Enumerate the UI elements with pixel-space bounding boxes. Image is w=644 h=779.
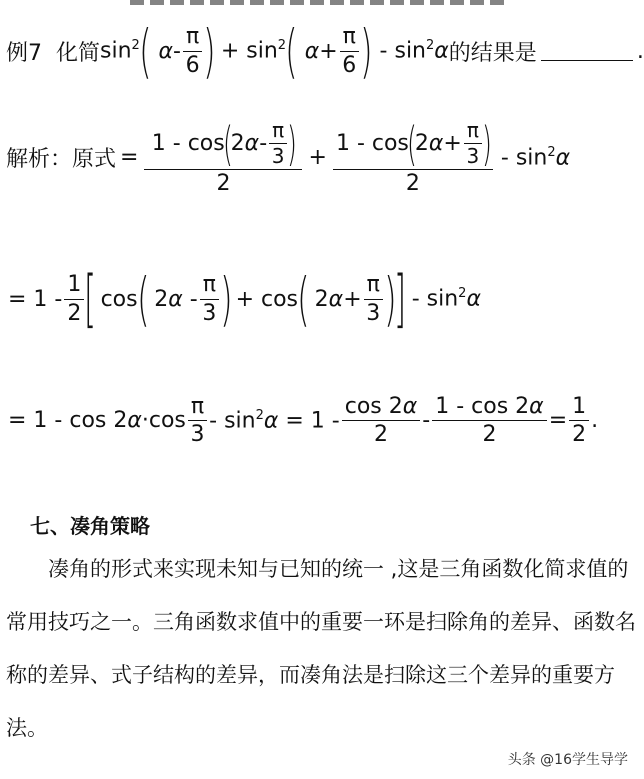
example-line: 例7 化简 $\sin^2$ ( α - $\frac{\pi}{6}$ ) + $\sin^2$ ( α + $\frac{\pi}{6}$ ) - $\sin^2\alpha$ 的结果是 . (6, 17, 644, 85)
example-prompt: 化简 (56, 40, 101, 66)
cropped-top-text (130, 0, 510, 5)
section-heading: 七、凑角策略 (30, 514, 150, 538)
solution-label: 解析：原式 (6, 147, 117, 173)
solution-line-3: = 1 - cos 2α·cos $\frac{\pi}{3}$ - $\sin^2\alpha = 1$ - $\frac{\cos 2\alpha}{2}$ - $\frac{1 - \cos 2\alpha}{2}$ = $\frac{1}{2}$ . (8, 394, 599, 448)
solution-line-1: 解析：原式 = 1 - cos ( 2 α - $\frac{\pi}{3}$ ) 2 + 1 - cos ( 2 α + $\frac{\pi}{3}$ ) 2 - $\sin^2\alpha$ (6, 116, 571, 196)
answer-blank (541, 41, 633, 61)
example-suffix: 的结果是 (448, 40, 537, 66)
solution-line-2: = 1 - $\frac{1}{2}$ [ cos ( 2α - $\frac{\pi}{3}$ ) + cos ( 2α+ $\frac{\pi}{3}$ ) ] - $\sin^2\alpha$ (8, 262, 481, 335)
watermark-text: 头条 @16学生导学 (507, 752, 628, 768)
paragraph-text: 凑角的形式来实现未知与已知的统一 ,这是三角函数化简求值的常用技巧之一。三角函数求值中的重要一环是扫除角的差异、函数名称的差异、式子结构的差异，而凑角法是扫除这三个差异的重要方法。 (6, 557, 636, 740)
example-period: . (636, 38, 644, 64)
example-label: 例7 (6, 40, 42, 66)
section-paragraph (6, 543, 636, 755)
watermark (508, 749, 628, 769)
